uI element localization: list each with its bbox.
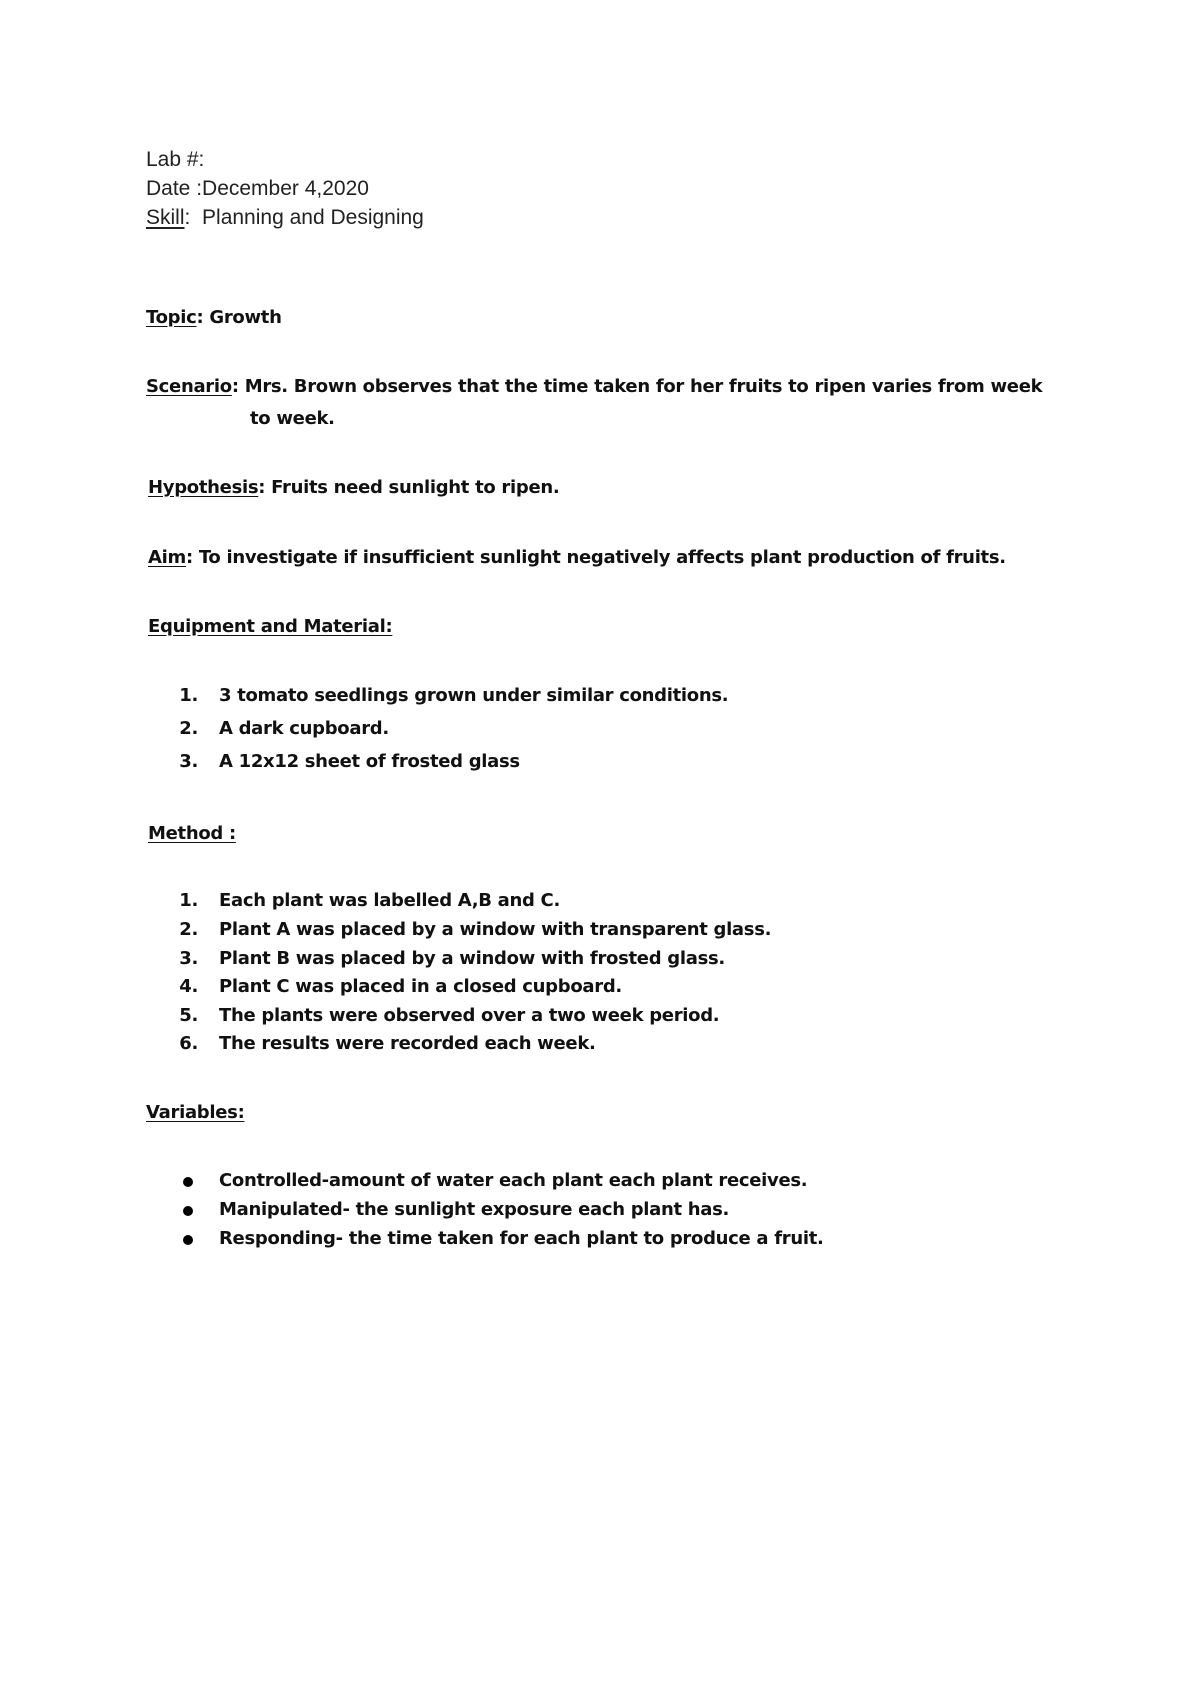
method-step-number: 5.: [179, 1005, 198, 1026]
scenario-text-2: to week.: [250, 408, 335, 429]
variables-heading: Variables:: [146, 1102, 245, 1123]
skill-value: Planning and Designing: [202, 206, 424, 229]
bullet-icon: [183, 1235, 193, 1245]
date-label: Date :: [146, 177, 203, 200]
method-step-number: 3.: [179, 948, 198, 969]
method-step-number: 6.: [179, 1033, 198, 1054]
method-step-text: Plant A was placed by a window with transparent glass.: [219, 919, 772, 940]
variable-text: Controlled-amount of water each plant each plant receives.: [219, 1170, 808, 1191]
date-line: [146, 177, 369, 201]
topic-line: Topic: Growth: [146, 307, 282, 328]
equipment-item-number: 1.: [179, 685, 198, 706]
scenario-label: Scenario: [146, 376, 232, 397]
hypothesis-label: Hypothesis: [148, 477, 259, 498]
aim-line: Aim: To investigate if insufficient sunlight negatively affects plant production of fruits.: [148, 547, 1006, 568]
equipment-item-text: A 12x12 sheet of frosted glass: [219, 751, 520, 772]
skill-label: Skill: [146, 206, 185, 229]
equipment-item-text: 3 tomato seedlings grown under similar conditions.: [219, 685, 729, 706]
lab-number-label: Lab #:: [146, 148, 205, 171]
scenario-text-1: Mrs. Brown observes that the time taken for her fruits to ripen varies from week: [244, 376, 1043, 397]
aim-value: To investigate if insufficient sunlight negatively affects plant production of fruits.: [198, 547, 1006, 568]
method-step-text: Plant B was placed by a window with frosted glass.: [219, 948, 725, 969]
method-step-number: 4.: [179, 976, 198, 997]
equipment-item-number: 2.: [179, 718, 198, 739]
method-step-text: The results were recorded each week.: [219, 1033, 596, 1054]
equipment-item-text: A dark cupboard.: [219, 718, 389, 739]
variable-text: Responding- the time taken for each plant to produce a fruit.: [219, 1228, 824, 1249]
equipment-heading: Equipment and Material:: [148, 616, 393, 637]
skill-colon: :: [184, 206, 191, 229]
method-step-number: 2.: [179, 919, 198, 940]
method-step-text: The plants were observed over a two week period.: [219, 1005, 720, 1026]
method-step-text: Each plant was labelled A,B and C.: [219, 890, 560, 911]
bullet-icon: [183, 1177, 193, 1187]
scenario-line-1: Scenario: Mrs. Brown observes that the time taken for her fruits to ripen varies from week: [146, 376, 1043, 397]
variable-text: Manipulated- the sunlight exposure each plant has.: [219, 1199, 730, 1220]
equipment-item-number: 3.: [179, 751, 198, 772]
lab-number-line: [146, 148, 204, 172]
topic-value: Growth: [209, 307, 282, 328]
method-step-text: Plant C was placed in a closed cupboard.: [219, 976, 622, 997]
scenario-line-2: [250, 408, 335, 429]
aim-label: Aim: [148, 547, 186, 568]
hypothesis-value: Fruits need sunlight to ripen.: [271, 477, 560, 498]
skill-line: [146, 206, 424, 230]
bullet-icon: [183, 1206, 193, 1216]
date-value: December 4,2020: [202, 177, 369, 200]
hypothesis-line: Hypothesis: Fruits need sunlight to ripen.: [148, 477, 560, 498]
method-step-number: 1.: [179, 890, 198, 911]
topic-label: Topic: [146, 307, 197, 328]
method-heading: Method :: [148, 823, 236, 844]
